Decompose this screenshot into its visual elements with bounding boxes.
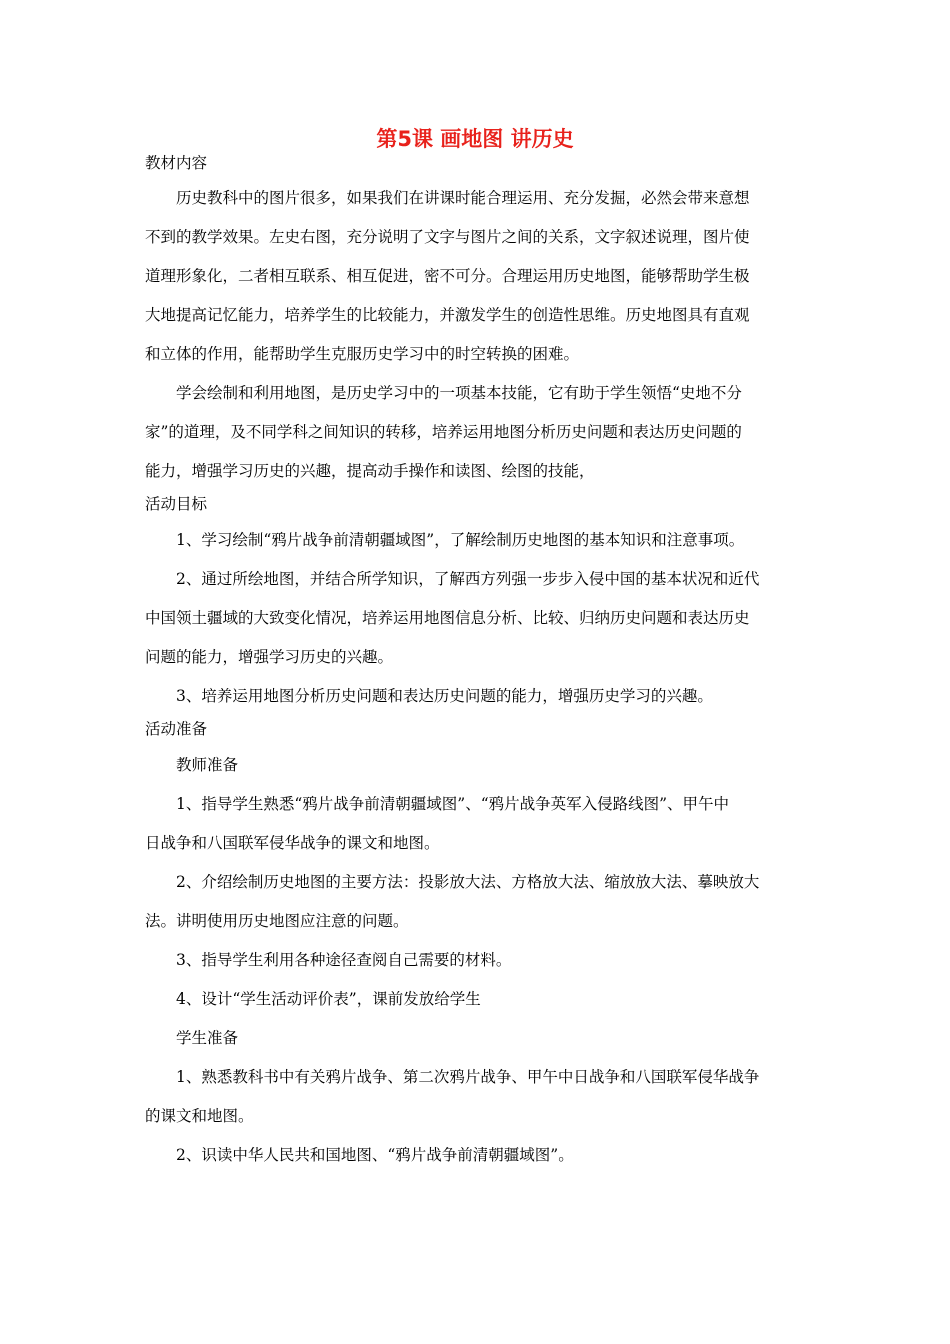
text-line: 道理形象化，二者相互联系、相互促进，密不可分。合理运用历史地图，能够帮助学生极 — [145, 267, 750, 285]
text-line: 能力，增强学习历史的兴趣，提高动手操作和读图、绘图的技能， — [145, 462, 595, 480]
text-line: 历史教科中的图片很多，如果我们在讲课时能合理运用、充分发掘，必然会带来意想 — [176, 189, 750, 207]
paragraph-intro — [145, 183, 807, 369]
text-line: 法。讲明使用历史地图应注意的问题。 — [145, 912, 409, 930]
subheading-student: 学生准备 — [176, 1029, 239, 1047]
text-line: 家”的道理，及不同学科之间知识的转移，培养运用地图分析历史问题和表达历史问题的 — [145, 423, 742, 441]
text-line: 不到的教学效果。左史右图，充分说明了文字与图片之间的关系，文字叙述说理，图片使 — [145, 228, 750, 246]
text-line: 日战争和八国联军侵华战争的课文和地图。 — [145, 834, 440, 852]
text-line: 问题的能力，增强学习历史的兴趣。 — [145, 648, 394, 666]
list-item: 1、指导学生熟悉“鸦片战争前清朝疆域图”、“鸦片战争英军入侵路线图”、甲午中 — [176, 795, 730, 813]
list-item: 1、学习绘制“鸦片战争前清朝疆域图”，了解绘制历史地图的基本知识和注意事项。 — [176, 531, 745, 549]
document-title: 第5课 画地图 讲历史 — [376, 127, 574, 151]
text-line: 中国领土疆域的大致变化情况，培养运用地图信息分析、比较、归纳历史问题和表达历史 — [145, 609, 750, 627]
text-line: 学会绘制和利用地图，是历史学习中的一项基本技能，它有助于学生领悟“史地不分 — [176, 384, 742, 402]
paragraph-map-skills — [145, 378, 807, 486]
text-line: 大地提高记忆能力，培养学生的比较能力，并激发学生的创造性思维。历史地图具有直观 — [145, 306, 750, 324]
section-heading-preparation: 活动准备 — [145, 720, 208, 738]
list-item: 4、设计“学生活动评价表”，课前发放给学生 — [176, 990, 481, 1008]
subheading-teacher: 教师准备 — [176, 756, 239, 774]
student-preparation — [145, 1023, 807, 1170]
list-item: 1、熟悉教科书中有关鸦片战争、第二次鸦片战争、甲午中日战争和八国联军侵华战争 — [176, 1068, 760, 1086]
list-item: 3、指导学生利用各种途径查阅自己需要的材料。 — [176, 951, 512, 969]
text-line: 的课文和地图。 — [145, 1107, 254, 1125]
list-item: 3、培养运用地图分析历史问题和表达历史问题的能力，增强历史学习的兴趣。 — [176, 687, 713, 705]
section-heading-goals: 活动目标 — [145, 495, 208, 513]
teacher-preparation — [145, 750, 807, 1014]
list-item: 2、识读中华人民共和国地图、“鸦片战争前清朝疆域图”。 — [176, 1146, 574, 1164]
goals-list — [145, 525, 807, 711]
list-item: 2、通过所绘地图，并结合所学知识，了解西方列强一步步入侵中国的基本状况和近代 — [176, 570, 760, 588]
document-body — [145, 148, 807, 1170]
section-heading-content: 教材内容 — [145, 154, 208, 172]
text-line: 和立体的作用，能帮助学生克服历史学习中的时空转换的困难。 — [145, 345, 580, 363]
list-item: 2、介绍绘制历史地图的主要方法：投影放大法、方格放大法、缩放放大法、摹映放大 — [176, 873, 760, 891]
